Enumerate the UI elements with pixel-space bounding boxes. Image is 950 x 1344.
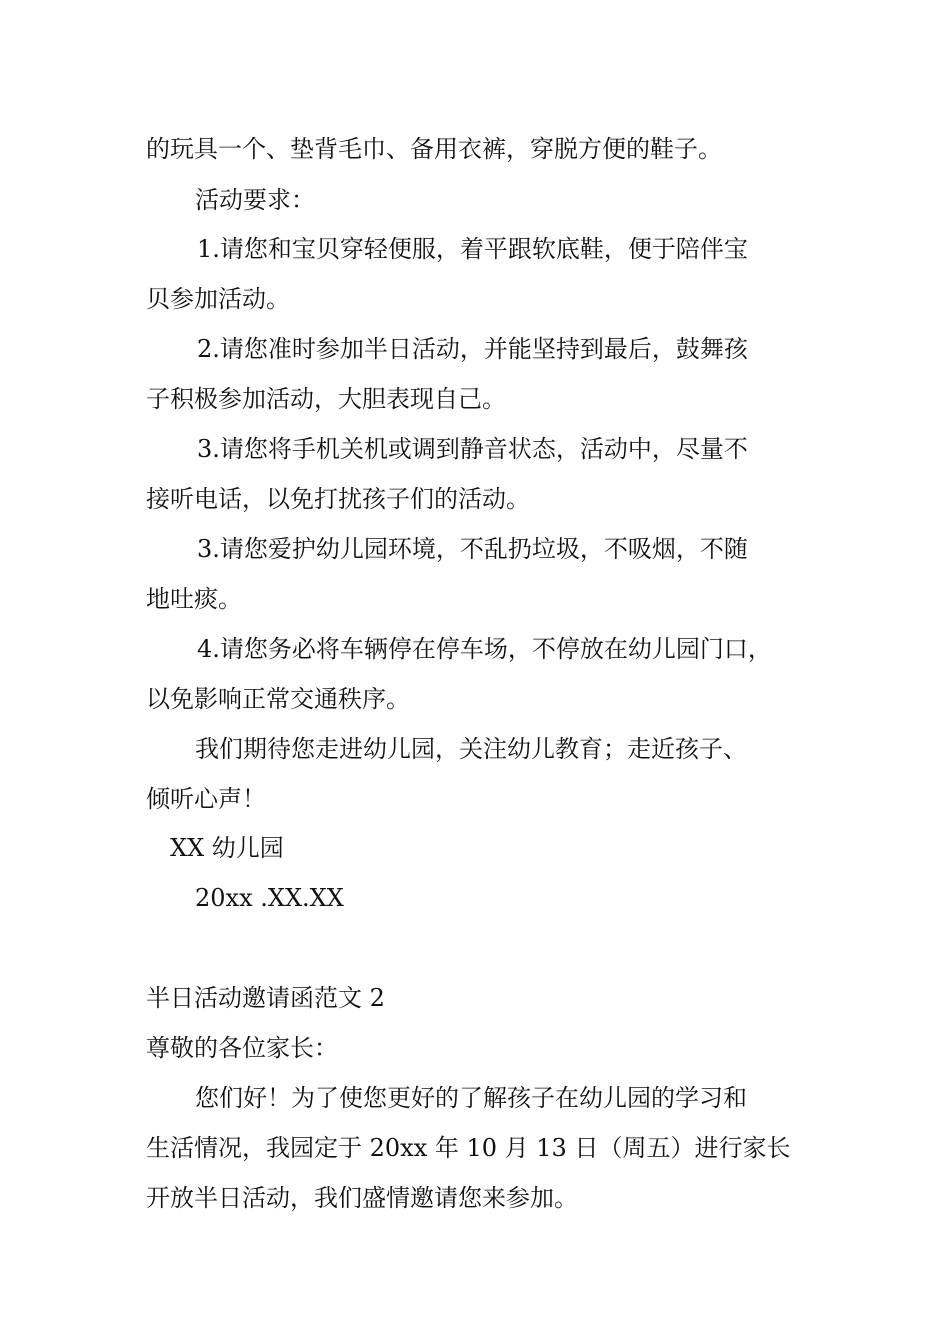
requirement-item-1-line1: 1.请您和宝贝穿轻便服，着平跟软底鞋，便于陪伴宝 [197, 235, 748, 263]
requirement-item-5-line1: 4.请您务必将车辆停在停车场，不停放在幼儿园门口， [197, 635, 772, 663]
body-line3: 开放半日活动，我们盛情邀请您来参加。 [146, 1184, 578, 1212]
closing-line2: 倾听心声！ [146, 785, 266, 813]
salutation: 尊敬的各位家长： [146, 1034, 338, 1062]
requirement-item-5-line2: 以免影响正常交通秩序。 [146, 685, 410, 713]
continuation-line: 的玩具一个、垫背毛巾、备用衣裤，穿脱方便的鞋子。 [146, 135, 722, 163]
body-line2: 生活情况，我园定于 20xx 年 10 月 13 日（周五）进行家长 [146, 1134, 791, 1162]
requirements-heading: 活动要求： [195, 186, 315, 214]
signature-org: XX 幼儿园 [170, 834, 284, 862]
body-line1: 您们好！为了使您更好的了解孩子在幼儿园的学习和 [195, 1084, 747, 1112]
section-title: 半日活动邀请函范文 2 [146, 984, 385, 1012]
requirement-item-3-line2: 接听电话，以免打扰孩子们的活动。 [146, 485, 530, 513]
closing-line1: 我们期待您走进幼儿园，关注幼儿教育；走近孩子、 [195, 735, 747, 763]
requirement-item-3-line1: 3.请您将手机关机或调到静音状态，活动中，尽量不 [197, 435, 748, 463]
requirement-item-4-line2: 地吐痰。 [146, 585, 242, 613]
requirement-item-2-line2: 子积极参加活动，大胆表现自己。 [146, 385, 506, 413]
requirement-item-1-line2: 贝参加活动。 [146, 285, 290, 313]
requirement-item-4-line1: 3.请您爱护幼儿园环境，不乱扔垃圾，不吸烟，不随 [197, 535, 748, 563]
requirement-item-2-line1: 2.请您准时参加半日活动，并能坚持到最后，鼓舞孩 [197, 335, 748, 363]
signature-date: 20xx .XX.XX [195, 884, 344, 912]
